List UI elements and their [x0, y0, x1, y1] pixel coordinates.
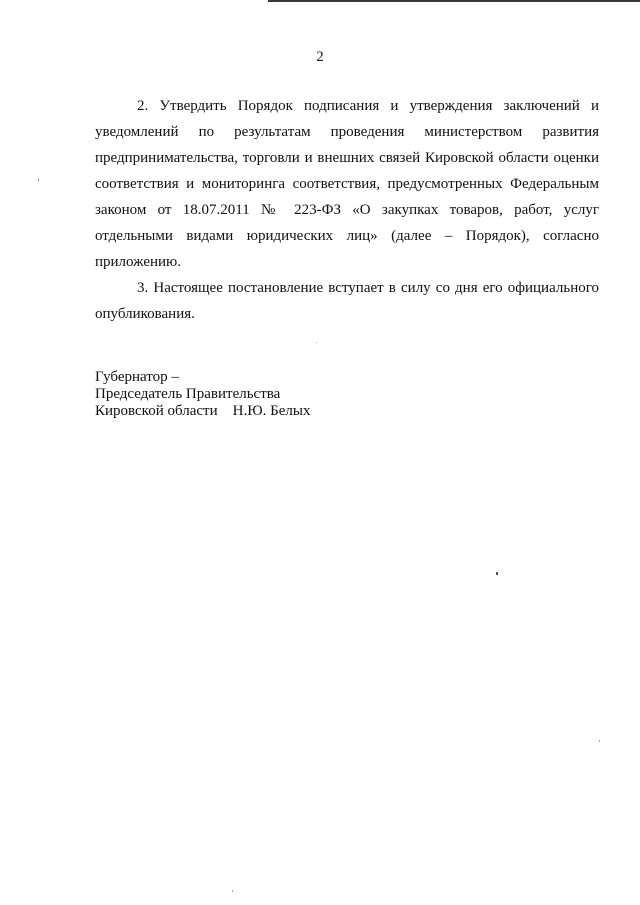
signature-name: Н.Ю. Белых: [232, 403, 311, 419]
scan-speck: [232, 890, 233, 892]
paragraph-3: 3. Настоящее постановление вступает в силу со дня его официального опубликования.: [95, 280, 599, 322]
page-number: 2: [316, 49, 324, 65]
scan-speck: [316, 342, 317, 343]
top-border-line: [268, 0, 640, 2]
signature-organization: Кировской области: [95, 403, 218, 419]
signature-block: [95, 369, 310, 420]
signature-title-line1: Губернатор –: [95, 369, 179, 385]
signature-title-line3: [95, 403, 310, 420]
scan-speck: [38, 178, 39, 181]
document-body: [95, 93, 599, 327]
scan-speck: [599, 740, 600, 742]
paragraph-2: 2. Утвердить Порядок подписания и утверждения заключений и уведомлений по результатам проведения министерством развития предпринимательства, торговли и внешних связей Кировской области оценки соответствия и мониторинга соответствия, предусмотренных Федеральным законом от 18.07.2011 № 223-ФЗ «О закупках товаров, работ, услуг отдельными видами юридических лиц» (далее – Порядок), согласно приложению.: [95, 98, 599, 270]
signature-title-line2: Председатель Правительства: [95, 386, 281, 402]
scan-speck: [496, 572, 498, 575]
